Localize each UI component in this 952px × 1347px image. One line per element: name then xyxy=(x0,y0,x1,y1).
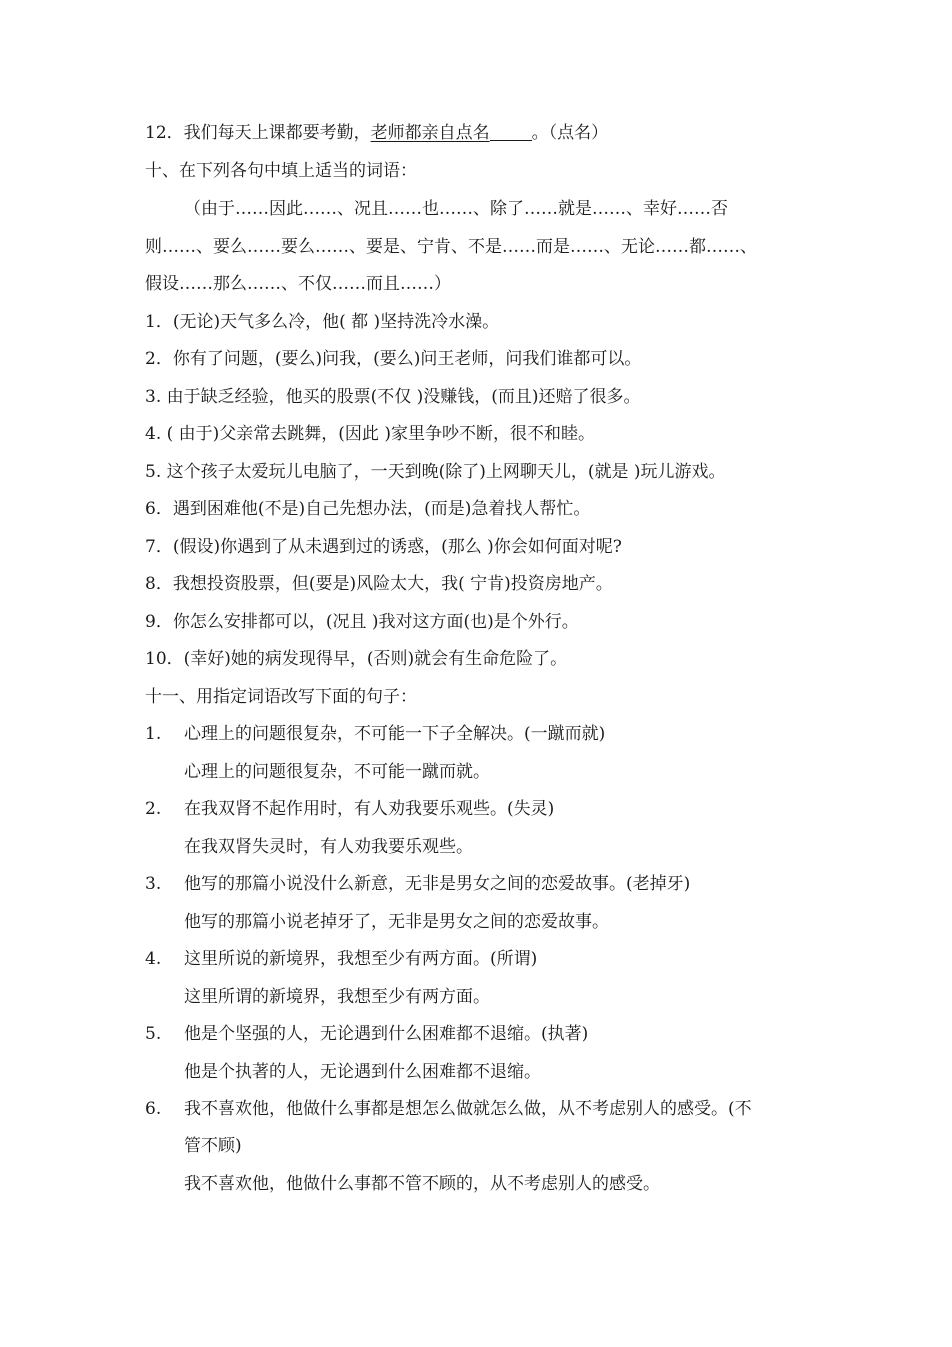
fill-item-6: 6．遇到困难他(不是)自己先想办法，(而是)急着找人帮忙。 xyxy=(145,499,591,519)
rewrite-item-3-question xyxy=(145,872,690,896)
question-text: 我不喜欢他，他做什么事都是想怎么做就怎么做，从不考虑别人的感受。(不 xyxy=(184,1099,752,1119)
question-12-suffix: 。（点名） xyxy=(531,123,609,143)
fill-item-5: 5. 这个孩子太爱玩儿电脑了，一天到晚(除了)上网聊天儿，(就是 )玩儿游戏。 xyxy=(145,462,726,482)
fill-item-3: 3. 由于缺乏经验，他买的股票(不仅 )没赚钱，(而且)还赔了很多。 xyxy=(145,387,641,407)
fill-item-7: 7．(假设)你遇到了从未遇到过的诱惑，(那么 )你会如何面对呢? xyxy=(145,537,622,557)
fill-item-1: 1．(无论)天气多么冷，他( 都 )坚持洗冷水澡。 xyxy=(145,312,500,332)
rewrite-item-1-question xyxy=(145,722,605,746)
rewrite-item-5-answer: 他是个执著的人，无论遇到什么困难都不退缩。 xyxy=(184,1062,541,1082)
wordbank-line-2: 则……、要么……要么……、要是、宁肯、不是……而是……、无论……都……、 xyxy=(145,237,757,257)
rewrite-item-5-question xyxy=(145,1022,588,1046)
wordbank-line-3: 假设……那么……、不仅……而且……） xyxy=(145,274,451,294)
question-12-answer: 老师都亲自点名 xyxy=(370,123,490,143)
fill-item-4: 4. ( 由于)父亲常去跳舞，(因此 )家里争吵不断，很不和睦。 xyxy=(145,424,595,444)
question-text: 他是个坚强的人，无论遇到什么困难都不退缩。(执著) xyxy=(184,1024,589,1044)
question-text: 他写的那篇小说没什么新意，无非是男女之间的恋爱故事。(老掉牙) xyxy=(184,874,691,894)
fill-item-8: 8．我想投资股票，但(要是)风险太大，我( 宁肯)投资房地产。 xyxy=(145,574,613,594)
question-text: 心理上的问题很复杂，不可能一下子全解决。(一蹴而就) xyxy=(184,724,606,744)
question-12-prefix: 12．我们每天上课都要考勤， xyxy=(145,123,371,143)
rewrite-item-6-question-continued: 管不顾) xyxy=(184,1136,242,1156)
item-number: 6. xyxy=(145,1099,162,1119)
question-12-blank xyxy=(490,123,532,141)
rewrite-item-2-answer: 在我双肾失灵时，有人劝我要乐观些。 xyxy=(184,837,473,857)
rewrite-item-6-answer: 我不喜欢他，他做什么事都不管不顾的，从不考虑别人的感受。 xyxy=(184,1174,660,1194)
rewrite-item-1-answer: 心理上的问题很复杂，不可能一蹴而就。 xyxy=(184,762,490,782)
fill-item-2: 2．你有了问题，(要么)问我，(要么)问王老师，问我们谁都可以。 xyxy=(145,349,642,369)
fill-item-10: 10．(幸好)她的病发现得早，(否则)就会有生命危险了。 xyxy=(145,649,568,669)
item-number: 1. xyxy=(145,724,162,744)
item-number: 3. xyxy=(145,874,162,894)
item-number: 5. xyxy=(145,1024,162,1044)
question-text: 这里所说的新境界，我想至少有两方面。(所谓) xyxy=(184,949,538,969)
question-text: 在我双肾不起作用时，有人劝我要乐观些。(失灵) xyxy=(184,799,555,819)
wordbank-line-1: （由于……因此……、况且……也……、除了……就是……、幸好……否 xyxy=(184,199,728,219)
section-11-heading: 十一、用指定词语改写下面的句子： xyxy=(145,687,417,707)
fill-item-9: 9．你怎么安排都可以，(况且 )我对这方面(也)是个外行。 xyxy=(145,612,579,632)
rewrite-item-4-question xyxy=(145,947,537,971)
rewrite-item-3-answer: 他写的那篇小说老掉牙了，无非是男女之间的恋爱故事。 xyxy=(184,912,609,932)
question-12 xyxy=(145,121,608,145)
rewrite-item-6-question xyxy=(145,1097,752,1121)
rewrite-item-4-answer: 这里所谓的新境界，我想至少有两方面。 xyxy=(184,987,490,1007)
section-10-heading: 十、在下列各句中填上适当的词语： xyxy=(145,161,417,181)
item-number: 2. xyxy=(145,799,162,819)
item-number: 4. xyxy=(145,949,162,969)
rewrite-item-2-question xyxy=(145,797,554,821)
